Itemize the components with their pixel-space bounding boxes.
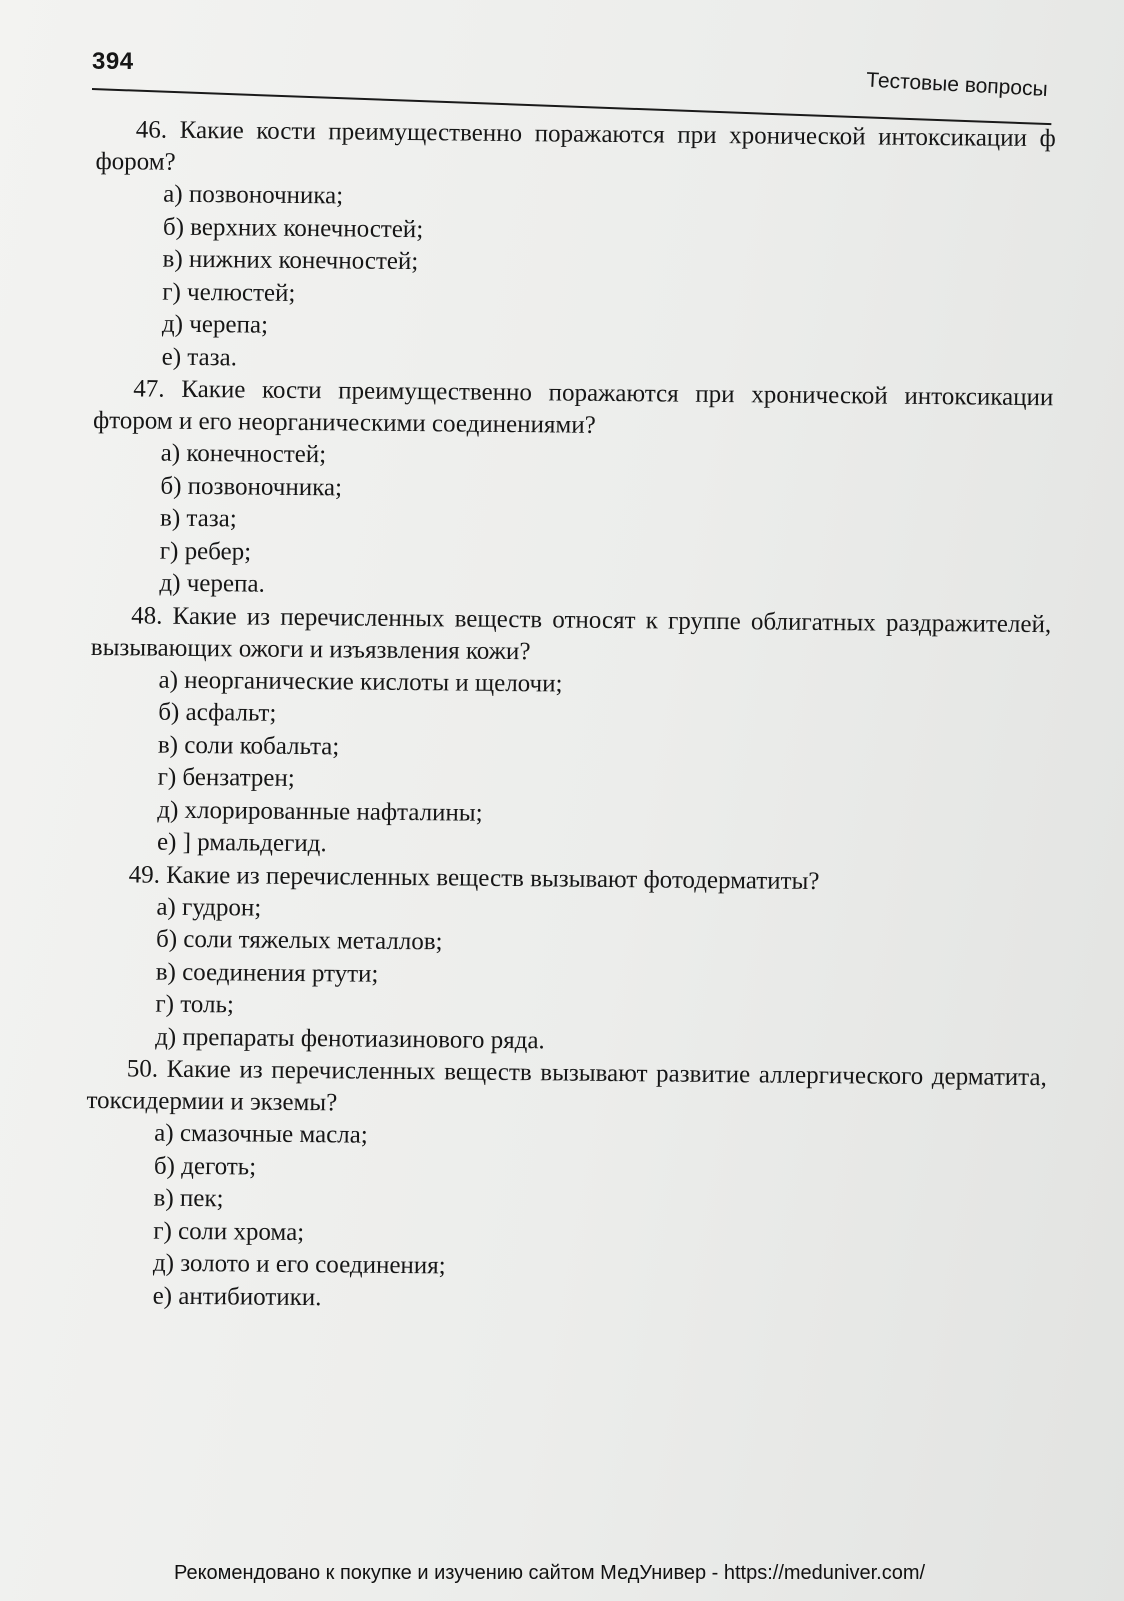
answer-option: в) нижних конечностей; bbox=[162, 245, 419, 276]
answer-option: г) толь; bbox=[155, 990, 235, 1019]
question-48 bbox=[89, 599, 1051, 867]
question-50 bbox=[85, 1053, 1047, 1321]
question-49 bbox=[87, 858, 1049, 1062]
question-text: 50. Какие из перечисленных веществ вызывают развитие аллергического дерматита, токсидермии и экземы? bbox=[86, 1055, 1047, 1117]
answer-option: а) гудрон; bbox=[156, 893, 262, 922]
running-head: Тестовые вопросы bbox=[866, 68, 1049, 101]
answer-options bbox=[85, 1117, 1047, 1321]
question-text: 47. Какие кости преимущественно поражаются при хронической интоксикации фтором и его неорганическими соединениями? bbox=[92, 375, 1054, 439]
answer-option: а) неорганические кислоты и щелочи; bbox=[158, 666, 563, 698]
answer-option: б) верхних конечностей; bbox=[162, 213, 424, 243]
answer-option: г) челюстей; bbox=[162, 278, 296, 307]
footer-recommendation: Рекомендовано к покупке и изучению сайтом МедУнивер - https://meduniver.com/ bbox=[174, 1562, 926, 1584]
answer-option: в) соли кобальта; bbox=[157, 731, 340, 760]
question-text: 46. Какие кости преимущественно поражаются при хронической интоксикации ф фором? bbox=[95, 116, 1056, 176]
answer-option: г) соли хрома; bbox=[153, 1217, 305, 1246]
answer-options bbox=[91, 437, 1053, 609]
answer-option: е) ] рмальдегид. bbox=[156, 828, 327, 858]
answer-option: а) позвоночника; bbox=[163, 180, 344, 210]
answer-options bbox=[89, 663, 1051, 867]
question-text: 48. Какие из перечисленных веществ относят к группе облигатных раздражителей, вызывающих ожоги и изъязвления кожи? bbox=[90, 601, 1052, 665]
answer-option: г) ребер; bbox=[159, 537, 252, 566]
answer-option: д) черепа. bbox=[159, 569, 265, 598]
answer-option: е) антибиотики. bbox=[152, 1282, 322, 1311]
answer-options bbox=[94, 178, 1056, 382]
questions-body bbox=[85, 114, 1056, 1321]
answer-option: д) черепа; bbox=[161, 310, 269, 339]
answer-option: а) смазочные масла; bbox=[154, 1119, 368, 1149]
answer-option: в) таза; bbox=[159, 504, 237, 533]
answer-option: а) конечностей; bbox=[160, 439, 327, 469]
answer-option: д) хлорированные нафталины; bbox=[157, 796, 483, 827]
question-46 bbox=[94, 114, 1056, 382]
answer-option: б) деготь; bbox=[153, 1152, 257, 1181]
answer-options bbox=[87, 890, 1049, 1062]
answer-option: д) золото и его соединения; bbox=[152, 1249, 446, 1280]
answer-option: б) позвоночника; bbox=[160, 472, 343, 501]
answer-option: в) пек; bbox=[153, 1184, 224, 1213]
question-text: 49. Какие из перечисленных веществ вызывают фотодерматиты? bbox=[128, 860, 820, 895]
answer-option: д) препараты фенотиазинового ряда. bbox=[155, 1023, 545, 1054]
answer-option: г) бензатрен; bbox=[157, 763, 295, 792]
answer-option: б) асфальт; bbox=[158, 698, 277, 727]
answer-option: в) соединения ртути; bbox=[155, 958, 379, 988]
answer-option: е) таза. bbox=[161, 343, 238, 371]
page-number: 394 bbox=[92, 48, 134, 75]
answer-option: б) соли тяжелых металлов; bbox=[155, 925, 443, 956]
question-47 bbox=[91, 373, 1053, 609]
